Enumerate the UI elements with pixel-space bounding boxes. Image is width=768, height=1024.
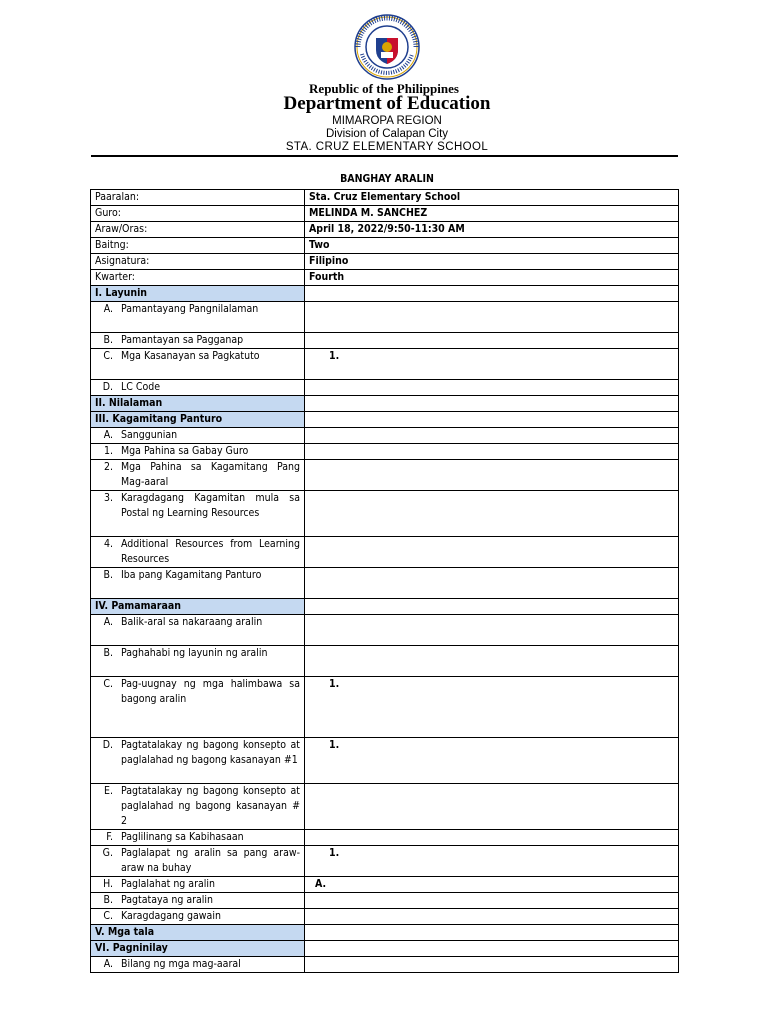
info-value: Sta. Cruz Elementary School [305, 190, 679, 206]
info-label: Guro: [91, 206, 305, 222]
answer-cell [305, 537, 679, 568]
info-row [91, 222, 679, 238]
item-marker: D. [102, 381, 113, 393]
item-row [91, 537, 679, 568]
answer-cell: 1. [305, 846, 679, 877]
section-heading: VI. Pagninilay [91, 941, 305, 957]
item-marker: B. [103, 894, 113, 906]
info-value: Two [305, 238, 679, 254]
item-label: Paghahabi ng layunin ng aralin [121, 647, 268, 659]
item-row [91, 460, 679, 491]
answer-cell [305, 460, 679, 491]
item-row [91, 877, 679, 893]
item-label: Paglalapat ng aralin sa pang araw-araw na buhay [121, 847, 300, 874]
info-value: April 18, 2022/9:50-11:30 AM [305, 222, 679, 238]
info-label: Araw/Oras: [91, 222, 305, 238]
item-label: Iba pang Kagamitang Panturo [121, 569, 262, 581]
item-row [91, 615, 679, 646]
item-marker: A. [103, 958, 113, 970]
item-label: Pagtatalakay ng bagong konsepto at paglalahad ng bagong kasanayan # 2 [121, 785, 300, 827]
item-row [91, 428, 679, 444]
section-heading: IV. Pamamaraan [91, 599, 305, 615]
department-heading: Department of Education [283, 93, 491, 114]
info-label: Baitng: [91, 238, 305, 254]
answer-cell [305, 957, 679, 973]
answer-cell [305, 646, 679, 677]
item-row [91, 677, 679, 738]
item-marker: 4. [103, 538, 113, 550]
section-row [91, 941, 679, 957]
item-marker: A. [103, 429, 113, 441]
republic-heading: Republic of the Philippines [309, 81, 459, 96]
answer-cell: A. [305, 877, 679, 893]
lesson-plan-table [90, 189, 679, 973]
item-label: Bilang ng mga mag-aaral [121, 958, 241, 970]
header-divider [91, 155, 678, 157]
section-row [91, 599, 679, 615]
item-marker: H. [103, 878, 113, 890]
answer-cell: 1. [305, 349, 679, 380]
item-label: Pagtataya ng aralin [121, 894, 214, 906]
item-row [91, 568, 679, 599]
answer-cell [305, 615, 679, 646]
item-row [91, 646, 679, 677]
section-heading: V. Mga tala [91, 925, 305, 941]
answer-cell: 1. [305, 738, 679, 784]
answer-cell [305, 909, 679, 925]
info-row [91, 206, 679, 222]
info-row [91, 238, 679, 254]
item-marker: A. [103, 616, 113, 628]
item-marker: B. [103, 569, 113, 581]
school-line: STA. CRUZ ELEMENTARY SCHOOL [285, 141, 489, 153]
item-label: Balik-aral sa nakaraang aralin [121, 616, 263, 628]
section-row [91, 925, 679, 941]
item-marker: B. [103, 334, 113, 346]
item-row [91, 349, 679, 380]
division-line: Division of Calapan City [325, 128, 449, 140]
item-label: Paglalahat ng aralin [121, 878, 215, 890]
info-label: Asignatura: [91, 254, 305, 270]
answer-cell [305, 333, 679, 349]
item-label: Additional Resources from Learning Resources [121, 538, 300, 565]
item-marker: F. [106, 831, 113, 843]
item-row [91, 909, 679, 925]
document-title: BANGHAY ARALIN [340, 173, 434, 185]
section-row [91, 286, 679, 302]
answer-cell [305, 428, 679, 444]
item-row [91, 830, 679, 846]
item-label: Sanggunian [121, 429, 178, 441]
answer-cell [305, 830, 679, 846]
info-row [91, 254, 679, 270]
item-marker: D. [102, 739, 113, 751]
item-label: LC Code [121, 381, 161, 393]
item-marker: 1. [103, 445, 113, 457]
item-label: Paglilinang sa Kabihasaan [121, 831, 244, 843]
item-label: Mga Pahina sa Gabay Guro [121, 445, 249, 457]
section-answer-cell [305, 925, 679, 941]
info-value: Filipino [305, 254, 679, 270]
info-value: Fourth [305, 270, 679, 286]
item-marker: A. [103, 303, 113, 315]
item-label: Pamantayang Pangnilalaman [121, 303, 259, 315]
item-row [91, 957, 679, 973]
info-value: MELINDA M. SANCHEZ [305, 206, 679, 222]
item-marker: C. [103, 350, 113, 362]
section-answer-cell [305, 286, 679, 302]
info-label: Paaralan: [91, 190, 305, 206]
region-line: MIMAROPA REGION [332, 115, 442, 127]
item-row [91, 846, 679, 877]
item-marker: C. [103, 910, 113, 922]
item-marker: G. [102, 847, 113, 859]
item-row [91, 333, 679, 349]
section-heading: I. Layunin [91, 286, 305, 302]
item-label: Mga Pahina sa Kagamitang Pang Mag-aaral [121, 461, 300, 488]
section-row [91, 396, 679, 412]
item-label: Mga Kasanayan sa Pagkatuto [121, 350, 260, 362]
answer-cell [305, 302, 679, 333]
deped-seal-logo [354, 14, 420, 80]
item-row [91, 491, 679, 537]
section-heading: III. Kagamitang Panturo [91, 412, 305, 428]
answer-cell [305, 491, 679, 537]
info-row [91, 190, 679, 206]
section-answer-cell [305, 941, 679, 957]
item-label: Karagdagang gawain [121, 910, 221, 922]
item-label: Pagtatalakay ng bagong konsepto at paglalahad ng bagong kasanayan #1 [121, 739, 300, 766]
item-marker: 2. [103, 461, 113, 473]
item-marker: 3. [103, 492, 113, 504]
item-label: Karagdagang Kagamitan mula sa Postal ng Learning Resources [121, 492, 300, 519]
item-marker: C. [103, 678, 113, 690]
item-label: Pamantayan sa Pagganap [121, 334, 244, 346]
answer-cell: 1. [305, 677, 679, 738]
item-row [91, 893, 679, 909]
section-row [91, 412, 679, 428]
answer-cell [305, 893, 679, 909]
item-row [91, 380, 679, 396]
item-row [91, 444, 679, 460]
section-answer-cell [305, 599, 679, 615]
info-row [91, 270, 679, 286]
item-marker: E. [104, 785, 113, 797]
section-answer-cell [305, 396, 679, 412]
answer-cell [305, 784, 679, 830]
section-answer-cell [305, 412, 679, 428]
answer-cell [305, 444, 679, 460]
item-row [91, 784, 679, 830]
item-row [91, 302, 679, 333]
answer-cell [305, 380, 679, 396]
answer-cell [305, 568, 679, 599]
section-heading: II. Nilalaman [91, 396, 305, 412]
item-marker: B. [103, 647, 113, 659]
item-row [91, 738, 679, 784]
item-label: Pag-uugnay ng mga halimbawa sa bagong aralin [121, 678, 300, 705]
info-label: Kwarter: [91, 270, 305, 286]
